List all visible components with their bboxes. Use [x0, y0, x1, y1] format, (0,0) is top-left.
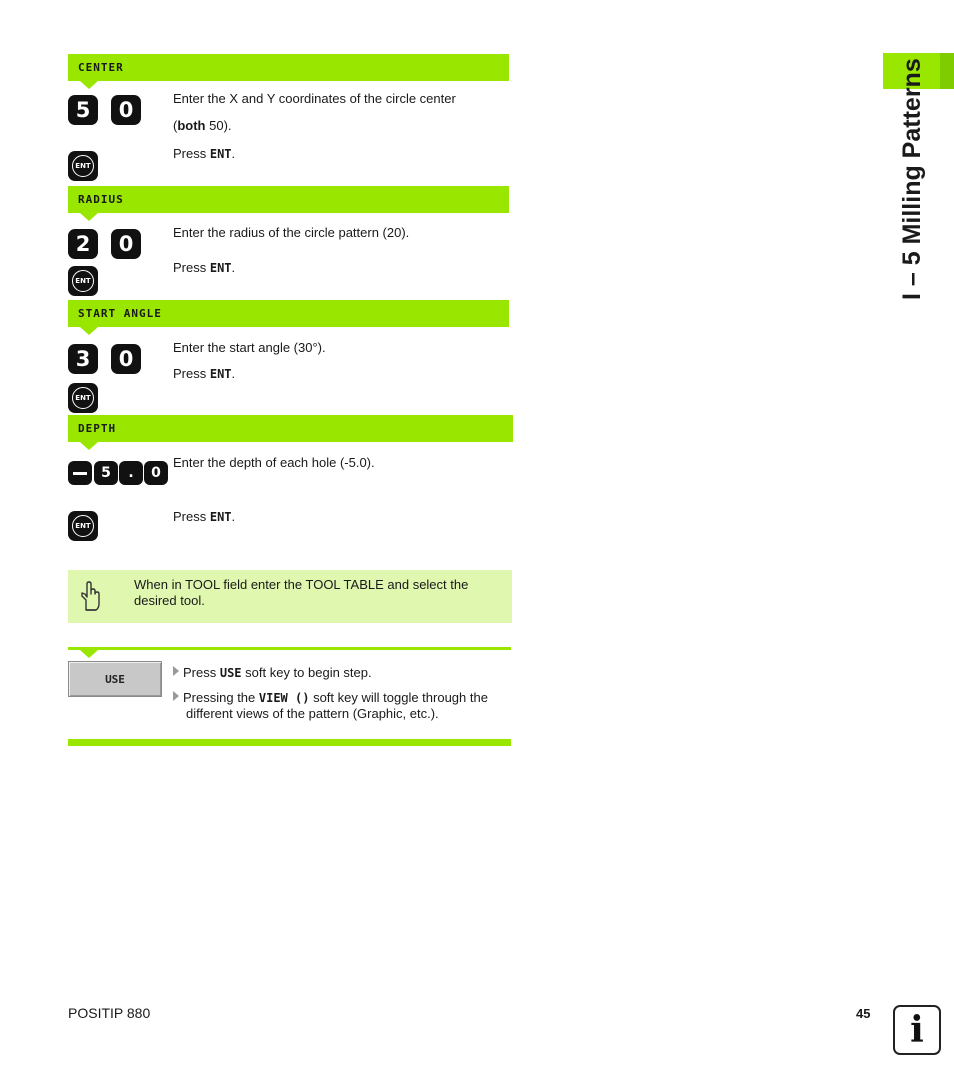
start-angle-label: START ANGLE	[78, 307, 162, 320]
key-decimal[interactable]: .	[119, 461, 143, 485]
press-text: Press	[173, 509, 210, 524]
center-instruction-text: Enter the X and Y coordinates of the circle center	[173, 91, 456, 106]
press-text: Press	[173, 146, 210, 161]
hand-pointer-icon	[77, 580, 103, 614]
press-end: .	[231, 260, 236, 275]
info-icon[interactable]	[893, 1005, 941, 1055]
ent-key-center[interactable]	[68, 151, 98, 181]
press-key: ENT	[209, 510, 232, 524]
key-2[interactable]: 2	[68, 229, 98, 259]
center-pointer	[80, 81, 98, 89]
press-key: ENT	[209, 367, 232, 381]
press-text: Press	[173, 260, 210, 275]
bullet2-post: soft key will toggle through the different views of the pattern (Graphic, etc.).	[186, 690, 488, 721]
chapter-title: I – 5 Milling Patterns	[898, 58, 926, 300]
footer-page-number: 45	[856, 1006, 871, 1021]
radius-pointer	[80, 213, 98, 221]
softkey-bottom-rule	[68, 739, 511, 746]
bullet2-pre: Pressing the	[183, 690, 259, 705]
key-0[interactable]: 0	[111, 344, 141, 374]
press-end: .	[231, 509, 236, 524]
start-angle-header-bar	[68, 300, 509, 327]
use-softkey-label: USE	[105, 672, 125, 686]
info-icon-glyph: i	[910, 1009, 924, 1051]
start-angle-pointer	[80, 327, 98, 335]
ent-key-label: ENT	[72, 270, 94, 292]
softkey-pointer	[80, 650, 98, 658]
ent-key-label: ENT	[72, 515, 94, 537]
bullet-arrow-icon	[173, 691, 179, 701]
start-angle-press	[173, 366, 235, 382]
press-key: ENT	[209, 147, 232, 161]
bullet1-pre: Press	[183, 665, 220, 680]
depth-instruction: Enter the depth of each hole (-5.0).	[173, 455, 375, 470]
ent-key-start-angle[interactable]	[68, 383, 98, 413]
use-softkey-button[interactable]	[68, 661, 162, 697]
footer-product: POSITIP 880	[68, 1005, 151, 1021]
ent-key-radius[interactable]	[68, 266, 98, 296]
center-instruction-line2	[173, 118, 232, 134]
center-header-bar	[68, 54, 509, 81]
softkey-top-rule	[68, 647, 511, 650]
softkey-bullet-2	[173, 690, 526, 722]
radius-instruction: Enter the radius of the circle pattern (20).	[173, 225, 410, 240]
key-0[interactable]: 0	[144, 461, 168, 485]
press-end: .	[231, 366, 236, 381]
center-instruction	[173, 91, 503, 107]
ent-key-label: ENT	[72, 155, 94, 177]
key-minus[interactable]	[68, 461, 92, 485]
start-angle-instruction: Enter the start angle (30°).	[173, 340, 326, 355]
press-end: .	[231, 146, 236, 161]
center-paren-close: 50).	[205, 118, 232, 133]
chapter-tab-dark	[940, 53, 954, 89]
bullet-arrow-icon	[173, 666, 179, 676]
key-5[interactable]: 5	[68, 95, 98, 125]
depth-press	[173, 509, 235, 525]
key-3[interactable]: 3	[68, 344, 98, 374]
depth-pointer	[80, 442, 98, 450]
key-0[interactable]: 0	[111, 95, 141, 125]
center-press	[173, 146, 235, 162]
minus-icon	[73, 472, 87, 475]
radius-press	[173, 260, 235, 276]
radius-label: RADIUS	[78, 193, 124, 206]
ent-key-label: ENT	[72, 387, 94, 409]
center-paren-open: (	[173, 118, 178, 133]
center-label: CENTER	[78, 61, 124, 74]
center-bold-word: both	[177, 118, 206, 133]
bullet2-key: VIEW ()	[258, 691, 310, 705]
note-text: When in TOOL field enter the TOOL TABLE and select the desired tool.	[134, 577, 469, 608]
key-5[interactable]: 5	[94, 461, 118, 485]
note-box	[68, 570, 512, 623]
bullet1-key: USE	[219, 666, 242, 680]
depth-label: DEPTH	[78, 422, 117, 435]
ent-key-depth[interactable]	[68, 511, 98, 541]
softkey-bullet-1	[173, 665, 509, 681]
press-text: Press	[173, 366, 210, 381]
key-0[interactable]: 0	[111, 229, 141, 259]
depth-header-bar	[68, 415, 513, 442]
press-key: ENT	[209, 261, 232, 275]
bullet1-post: soft key to begin step.	[241, 665, 372, 680]
radius-header-bar	[68, 186, 509, 213]
